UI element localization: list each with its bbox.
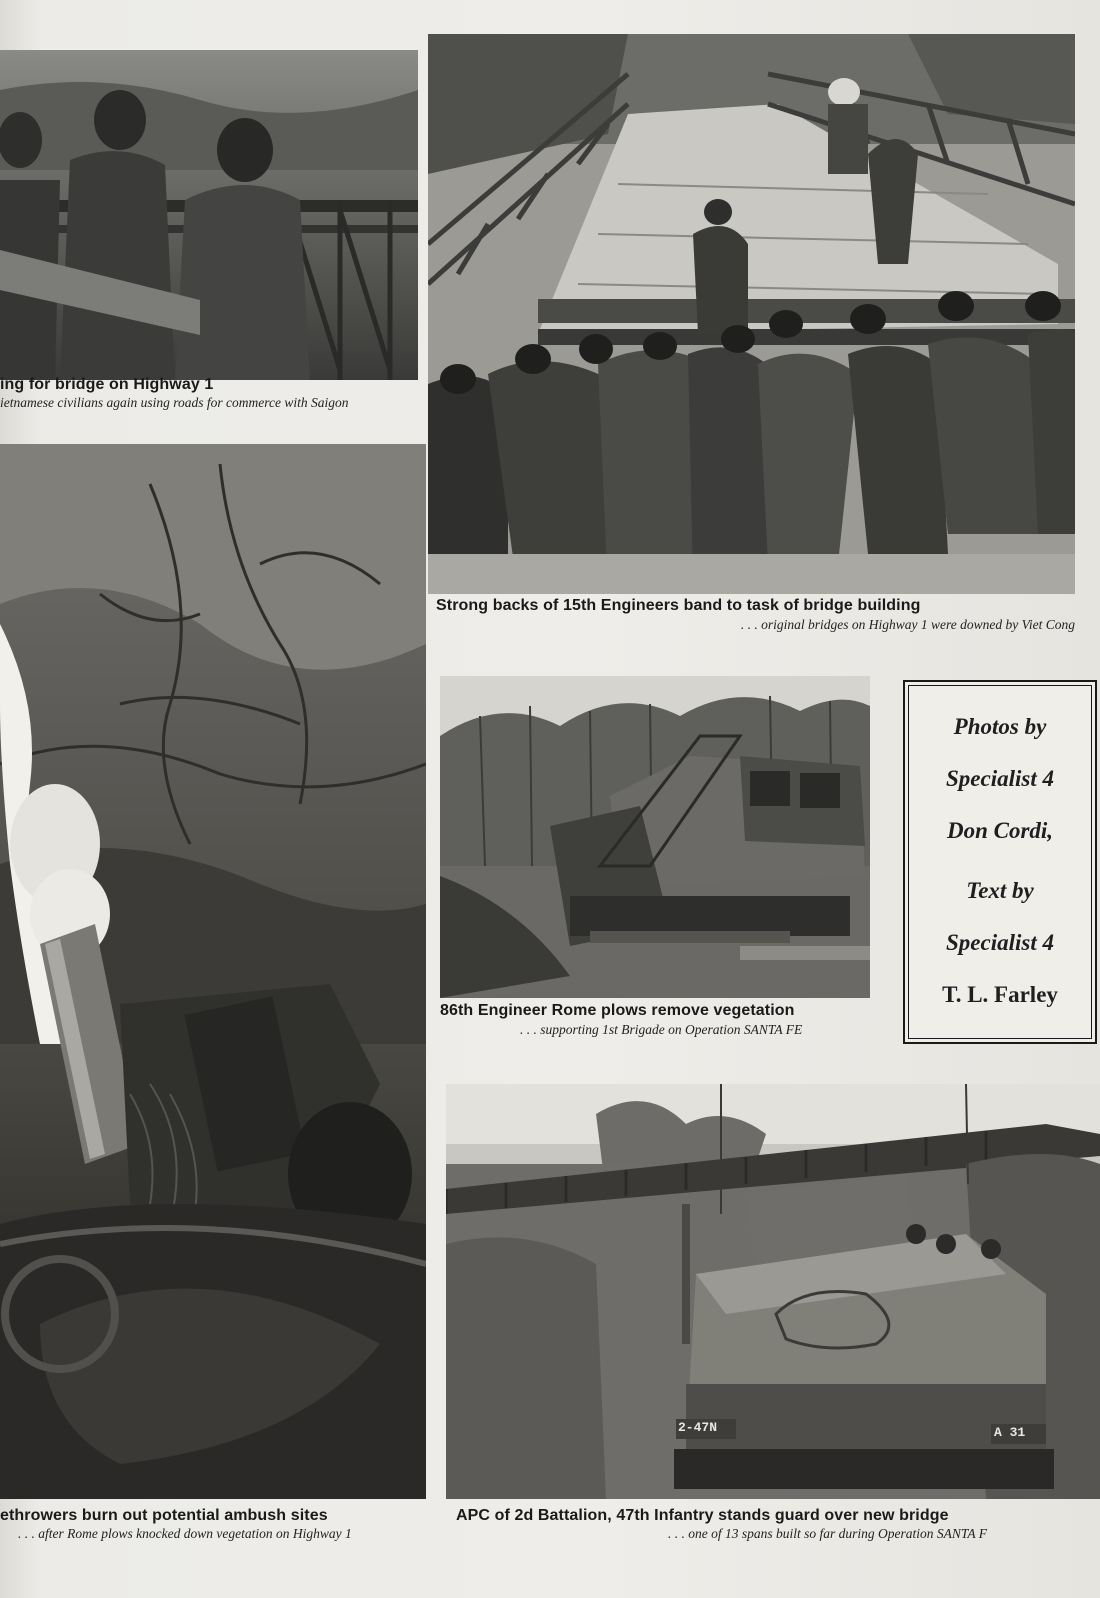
credits-photos-by: Photos by <box>953 714 1047 739</box>
caption-subtitle-engineers-pushing: . . . original bridges on Highway 1 were downed by Viet Cong <box>740 617 1075 632</box>
caption-title-bridge-carry: ing for bridge on Highway 1 <box>0 376 214 393</box>
photo-apc-bridge <box>446 1084 1100 1499</box>
caption-title-apc-bridge: APC of 2d Battalion, 47th Infantry stands guard over new bridge <box>456 1507 949 1524</box>
credits-photographer: Don Cordi, <box>946 818 1054 843</box>
photo-bridge-carry <box>0 50 418 380</box>
caption-subtitle-flamethrower: . . . after Rome plows knocked down vegetation on Highway 1 <box>18 1526 352 1541</box>
caption-subtitle-apc-bridge: . . . one of 13 spans built so far during Operation SANTA F <box>668 1526 988 1541</box>
apc-marking-left: 2-47N <box>678 1420 718 1435</box>
credits-box <box>903 680 1097 1044</box>
credits-photo-rank: Specialist 4 <box>946 766 1054 791</box>
caption-subtitle-bridge-carry: ietnamese civilians again using roads for commerce with Saigon <box>0 395 349 410</box>
photo-engineers-pushing <box>428 34 1075 594</box>
caption-title-flamethrower: ethrowers burn out potential ambush sites <box>0 1507 328 1524</box>
credits-text-rank: Specialist 4 <box>946 930 1054 955</box>
photo-flamethrower <box>0 444 426 1499</box>
caption-title-rome-plow: 86th Engineer Rome plows remove vegetation <box>440 1002 795 1019</box>
caption-title-engineers-pushing: Strong backs of 15th Engineers band to task of bridge building <box>436 597 921 614</box>
photo-rome-plow <box>440 676 870 998</box>
caption-subtitle-rome-plow: . . . supporting 1st Brigade on Operation SANTA FE <box>520 1022 803 1037</box>
credits-text-by: Text by <box>966 878 1034 903</box>
credits-writer: T. L. Farley <box>942 982 1058 1007</box>
apc-marking-right: A 31 <box>994 1425 1026 1440</box>
